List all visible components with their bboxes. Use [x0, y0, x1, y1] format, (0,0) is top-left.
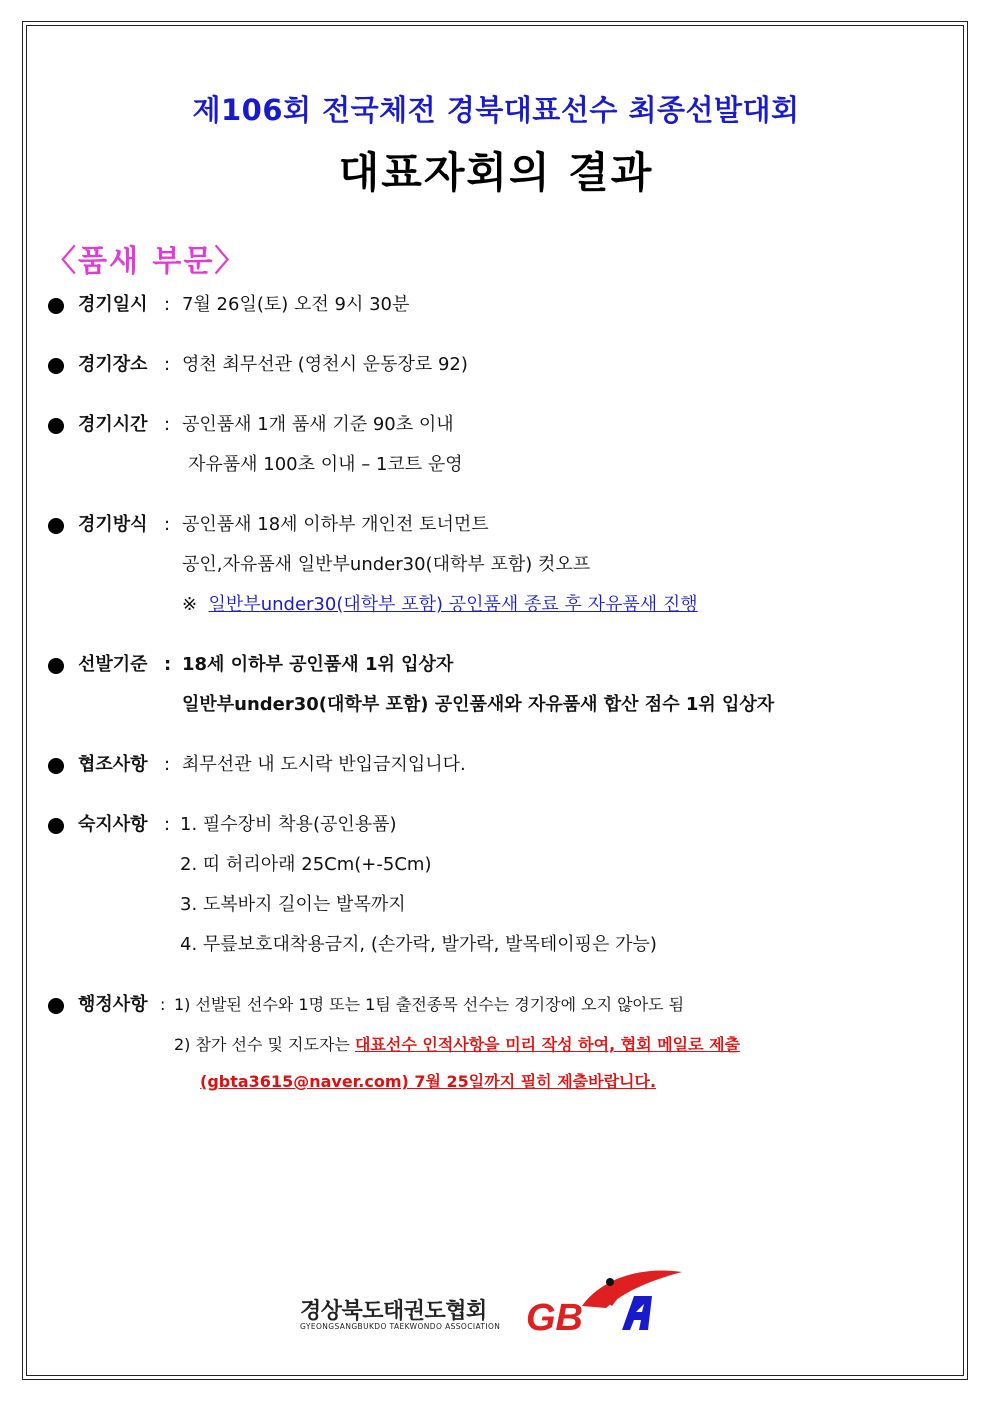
- colon: :: [160, 995, 166, 1014]
- venue-value: 영천 최무선관 (영천시 운동장로 92): [182, 354, 468, 375]
- colon: :: [164, 294, 171, 315]
- colon: :: [164, 654, 172, 675]
- time-line-2: 자유품새 100초 이내 – 1코트 운영: [188, 454, 463, 475]
- svg-text:GB: GB: [526, 1297, 583, 1336]
- admin-label: 행정사항: [78, 994, 148, 1015]
- venue-label: 경기장소: [78, 354, 148, 375]
- notice-item-2: 2. 띠 허리아래 25Cm(+-5Cm): [180, 854, 432, 875]
- admin-line-2: [174, 1034, 740, 1056]
- admin-line-2-prefix: 2) 참가 선수 및 지도자는: [174, 1035, 355, 1054]
- bullet-icon: [48, 998, 64, 1014]
- association-footer: [300, 1262, 690, 1342]
- admin-deadline-text: (gbta3615@naver.com) 7월 25일까지 필히 제출바랍니다.: [200, 1072, 657, 1091]
- colon: :: [164, 754, 171, 775]
- date-label: 경기일시: [78, 294, 148, 315]
- admin-warning-text: 대표선수 인적사항을 미리 작성 하여, 협회 메일로 제출: [354, 1035, 741, 1054]
- admin-line-3: [200, 1071, 656, 1093]
- method-note-text: 일반부under30(대학부 포함) 공인품새 종료 후 자유품새 진행: [208, 594, 698, 615]
- bullet-icon: [48, 658, 64, 674]
- colon: :: [164, 814, 171, 835]
- time-label: 경기시간: [78, 414, 148, 435]
- cooperation-label: 협조사항: [78, 754, 148, 775]
- notice-label: 숙지사항: [78, 814, 148, 835]
- colon: :: [164, 414, 171, 435]
- reference-mark: ※: [182, 594, 198, 615]
- bullet-icon: [48, 298, 64, 314]
- document-subtitle: 대표자회의 결과: [338, 148, 654, 197]
- cooperation-value: 최무선관 내 도시락 반입금지입니다.: [182, 754, 466, 775]
- method-label: 경기방식: [78, 514, 148, 535]
- admin-line-1: 1) 선발된 선수와 1명 또는 1팀 출전종목 선수는 경기장에 오지 않아도 됨: [174, 995, 685, 1014]
- bullet-icon: [48, 358, 64, 374]
- method-line-1: 공인품새 18세 이하부 개인전 토너먼트: [182, 514, 489, 535]
- section-heading: 〈품새 부문〉: [46, 244, 247, 279]
- criteria-line-2: 일반부under30(대학부 포함) 공인품새와 자유품새 합산 점수 1위 입상자: [182, 694, 775, 715]
- bullet-icon: [48, 418, 64, 434]
- association-name-english: GYEONGSANGBUKDO TAEKWONDO ASSOCIATION: [300, 1322, 501, 1331]
- method-note: [182, 594, 698, 616]
- time-line-1: 공인품새 1개 품새 기준 90초 이내: [182, 414, 454, 435]
- colon: :: [164, 514, 171, 535]
- colon: :: [164, 354, 171, 375]
- association-name: 경상북도태권도협회: [300, 1299, 487, 1324]
- date-value: 7월 26일(토) 오전 9시 30분: [182, 294, 410, 315]
- document-title: 제106회 전국체전 경북대표선수 최종선발대회: [192, 93, 800, 127]
- notice-item-3: 3. 도복바지 길이는 발목까지: [180, 894, 406, 915]
- notice-item-4: 4. 무릎보호대착용금지, (손가락, 발가락, 발목테이핑은 가능): [180, 934, 657, 955]
- bullet-icon: [48, 518, 64, 534]
- bullet-icon: [48, 758, 64, 774]
- criteria-line-1: 18세 이하부 공인품새 1위 입상자: [182, 654, 454, 675]
- bullet-icon: [48, 818, 64, 834]
- notice-item-1: 1. 필수장비 착용(공인용품): [180, 814, 397, 835]
- criteria-label: 선발기준: [78, 654, 148, 675]
- gbta-logo-icon: [522, 1262, 687, 1336]
- method-line-2: 공인,자유품새 일반부under30(대학부 포함) 컷오프: [182, 554, 591, 575]
